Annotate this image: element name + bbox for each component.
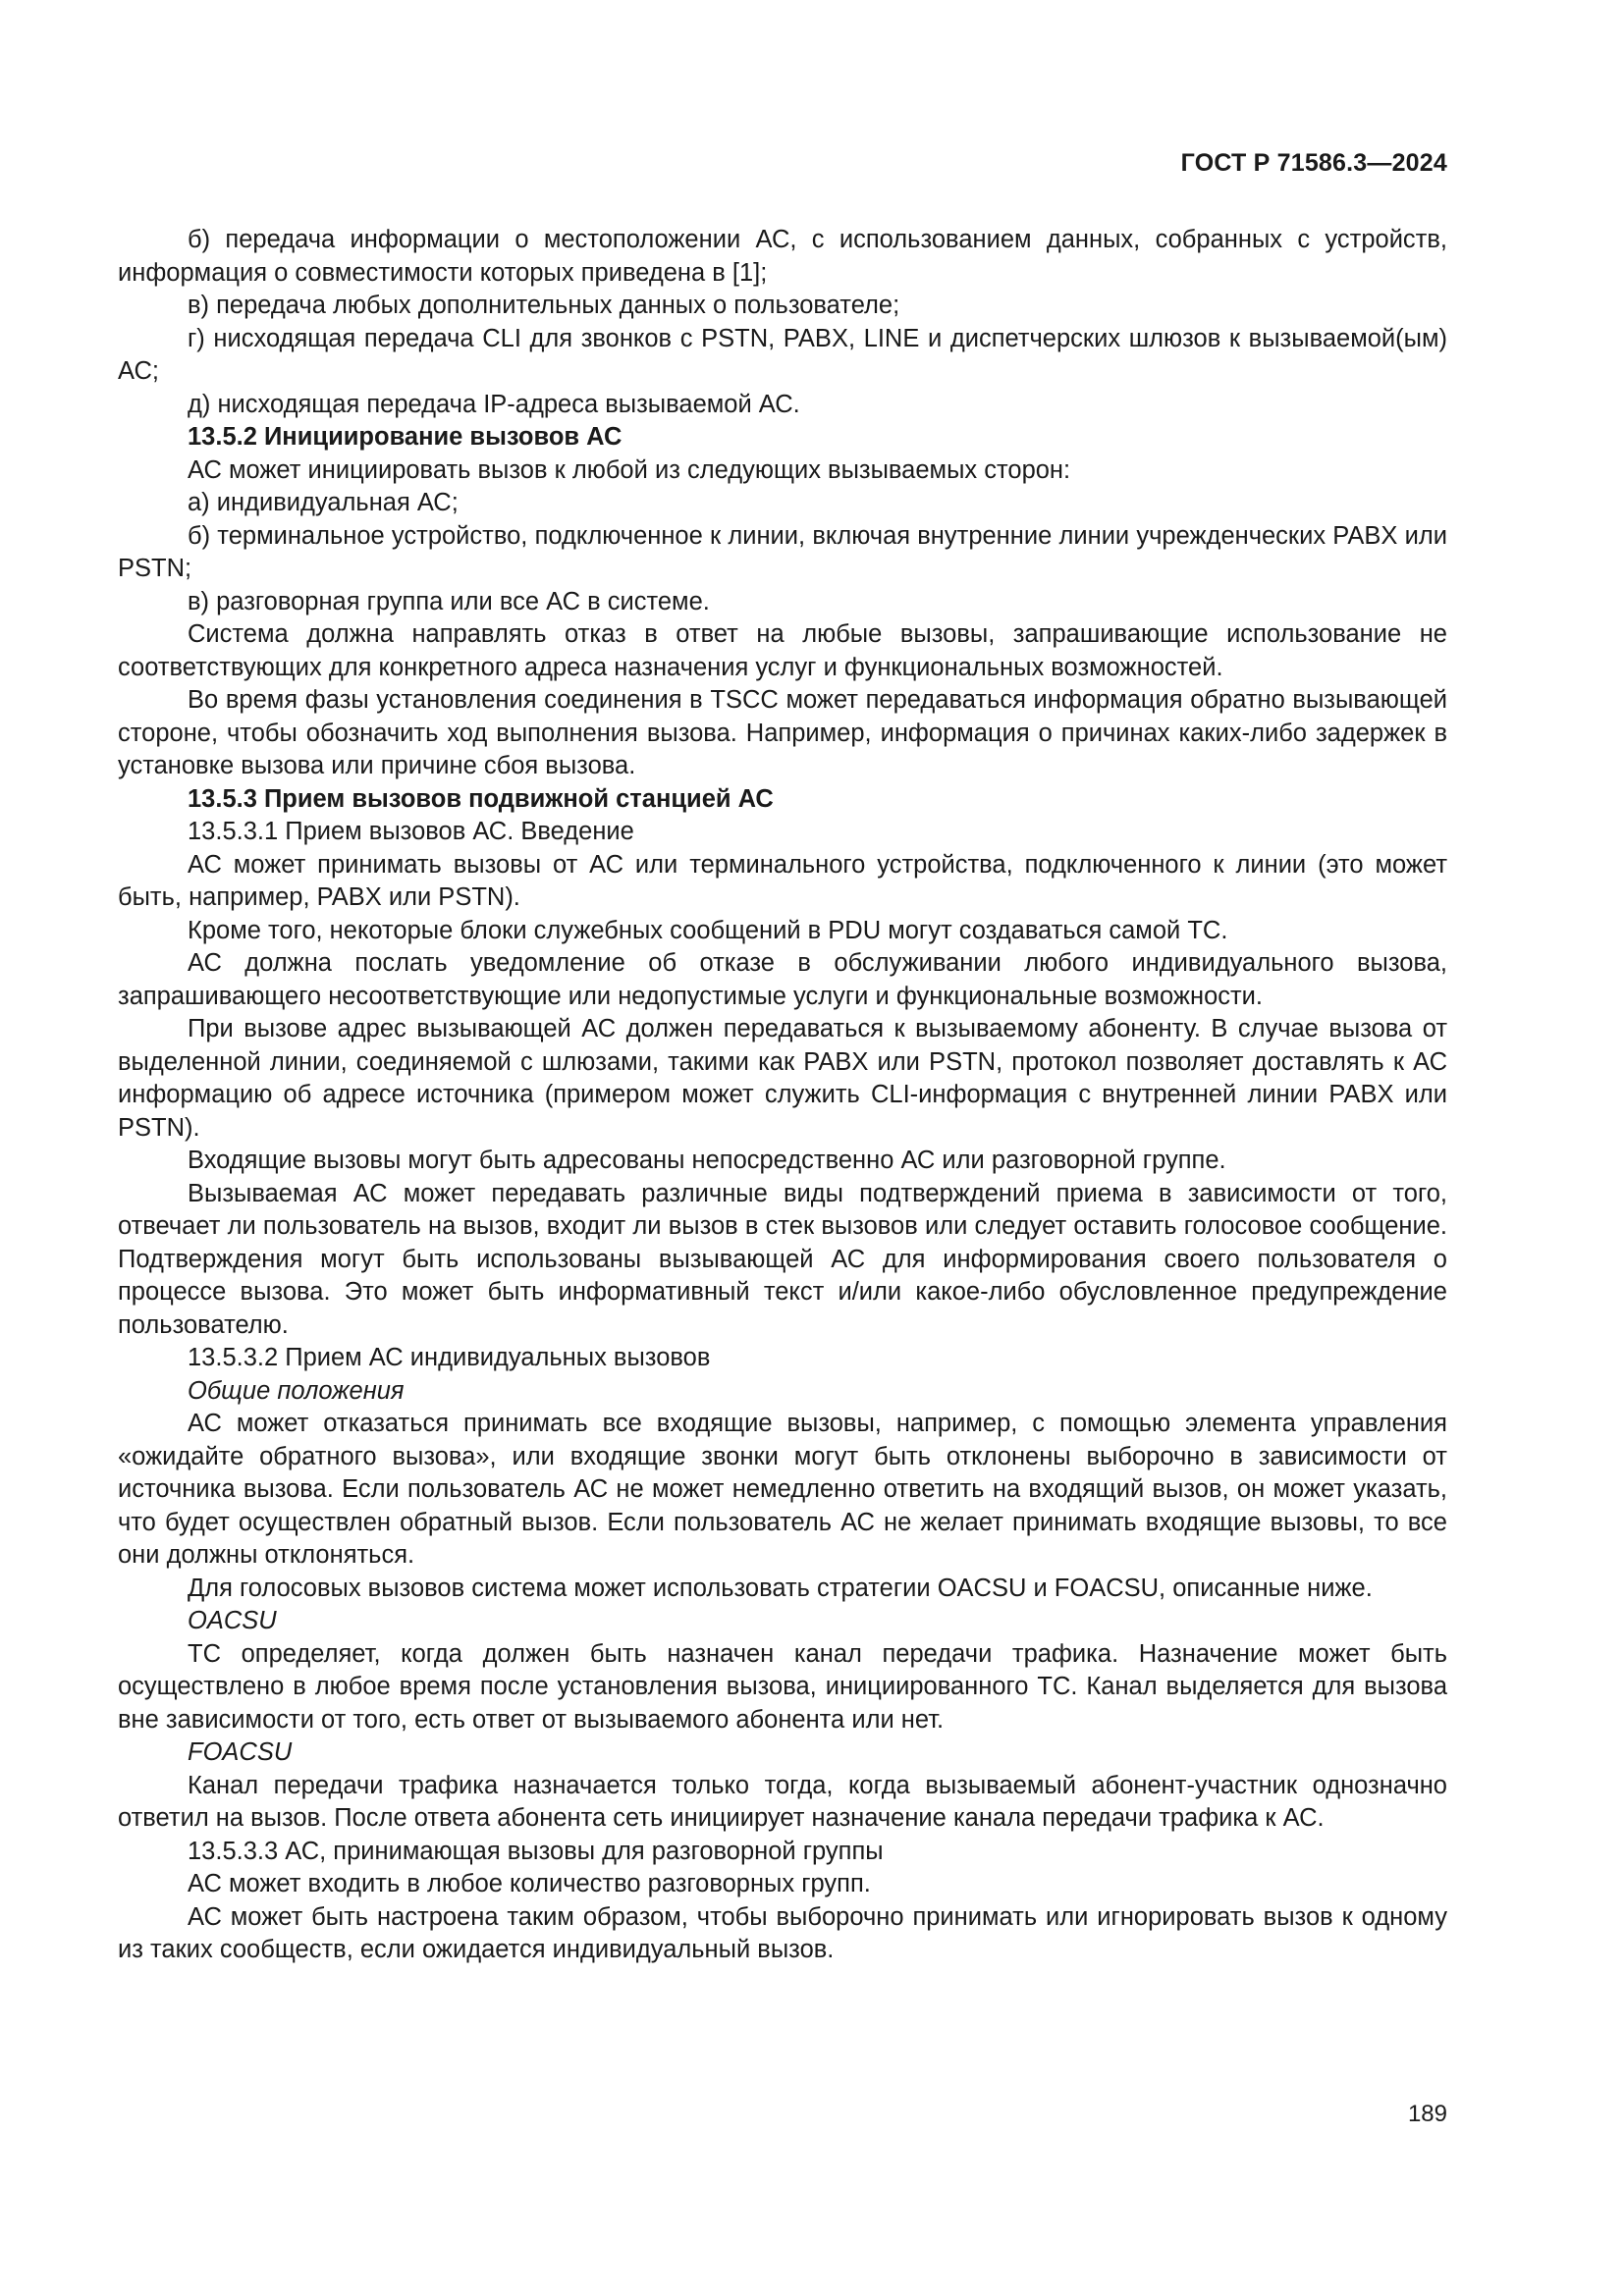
italic-subheading: OACSU xyxy=(188,1607,277,1634)
paragraph: ТС определяет, когда должен быть назначен канал передачи трафика. Назначение может быть осуществлено в любое время после установления вызова, инициированного ТС. Канал выделяется для вызова вне зависимости от того, есть ответ от вызываемого абонента или нет. xyxy=(118,1639,1447,1734)
paragraph: б) передача информации о местоположении АС, с использованием данных, собранных с устройств, информация о совместимости которых приведена в [1]; xyxy=(118,226,1447,287)
paragraph: б) терминальное устройство, подключенное к линии, включая внутренние линии учрежденческих PABX или PSTN; xyxy=(118,521,1447,582)
italic-subheading: Общие положения xyxy=(188,1376,405,1405)
paragraph: г) нисходящая передача CLI для звонков с PSTN, PABX, LINE и диспетчерских шлюзов к вызываемой(ым) АС; xyxy=(118,324,1447,385)
paragraph: Система должна направлять отказ в ответ на любые вызовы, запрашивающие использование не соответствующих для конкретного адреса назначения услуг и функциональных возможностей. xyxy=(118,620,1447,681)
paragraph: Во время фазы установления соединения в TSCC может передаваться информация обратно вызывающей стороне, чтобы обозначить ход выполнения вызова. Например, информация о причинах каких-либо задержек в установке вызова или причине сбоя вызова. xyxy=(118,686,1447,779)
paragraph: АС может инициировать вызов к любой из следующих вызываемых сторон: xyxy=(188,455,1071,484)
subsection-title: 13.5.3.3 АС, принимающая вызовы для разговорной группы xyxy=(188,1837,884,1865)
paragraph: в) разговорная группа или все АС в системе. xyxy=(188,587,710,615)
paragraph: АС может входить в любое количество разговорных групп. xyxy=(188,1870,871,1897)
paragraph: а) индивидуальная АС; xyxy=(188,489,459,516)
paragraph: При вызове адрес вызывающей АС должен передаваться к вызываемому абоненту. В случае вызова от выделенной линии, соединяемой с шлюзами, такими как PABX или PSTN, протокол позволяет доставлять к АС информацию об адресе источника (примером может служить CLI-информация с внутренней линии PABX или PSTN). xyxy=(118,1015,1447,1142)
paragraph: АС может принимать вызовы от АС или терминального устройства, подключенного к линии (это может быть, например, PABX или PSTN). xyxy=(118,850,1447,911)
paragraph: в) передача любых дополнительных данных о пользователе; xyxy=(188,292,900,319)
paragraph: АС может быть настроена таким образом, чтобы выборочно принимать или игнорировать вызов к одному из таких сообществ, если ожидается индивидуальный вызов. xyxy=(118,1902,1447,1963)
italic-subheading: FOACSU xyxy=(188,1738,293,1766)
document-header: ГОСТ Р 71586.3—2024 xyxy=(1180,149,1447,177)
paragraph: Входящие вызовы могут быть адресованы непосредственно АС или разговорной группе. xyxy=(188,1147,1226,1174)
paragraph: Для голосовых вызовов система может использовать стратегии OACSU и FOACSU, описанные ниже. xyxy=(188,1574,1373,1602)
paragraph: Канал передачи трафика назначается только тогда, когда вызываемый абонент-участник однозначно ответил на вызов. После ответа абонента сеть инициирует назначение канала передачи трафика к АС. xyxy=(118,1771,1447,1832)
paragraph: АС может отказаться принимать все входящие вызовы, например, с помощью элемента управления «ожидайте обратного вызова», или входящие звонки могут быть отклонены выборочно в зависимости от источника вызова. Если пользователь АС не может немедленно ответить на входящий вызов, он может указать, что будет осуществлен обратный вызов. Если пользователь АС не желает принимать входящие вызовы, то все они должны отклоняться. xyxy=(118,1410,1447,1569)
paragraph: Вызываемая АС может передавать различные виды подтверждений приема в зависимости от того, отвечает ли пользователь на вызов, входит ли вызов в стек вызовов или следует оставить голосовое сообщение. Подтверждения могут быть использованы вызывающей АС для информирования своего пользователя о процессе вызова. Это может быть информативный текст и/или какое-либо обусловленное предупреждение пользователю. xyxy=(118,1179,1447,1339)
paragraph: Кроме того, некоторые блоки служебных сообщений в PDU могут создаваться самой ТС. xyxy=(188,916,1228,944)
document-body xyxy=(118,224,1447,1967)
section-heading: 13.5.2 Инициирование вызовов АС xyxy=(188,423,623,451)
subsection-title: 13.5.3.2 Прием АС индивидуальных вызовов xyxy=(188,1344,711,1371)
page-number: 189 xyxy=(1407,2101,1447,2127)
paragraph: АС должна послать уведомление об отказе в обслуживании любого индивидуального вызова, запрашивающего несоответствующие или недопустимые услуги и функциональные возможности. xyxy=(118,949,1447,1010)
subsection-title: 13.5.3.1 Прием вызовов АС. Введение xyxy=(188,818,634,845)
section-heading: 13.5.3 Прием вызовов подвижной станцией АС xyxy=(188,784,774,813)
paragraph: д) нисходящая передача IP-адреса вызываемой АС. xyxy=(188,390,800,418)
